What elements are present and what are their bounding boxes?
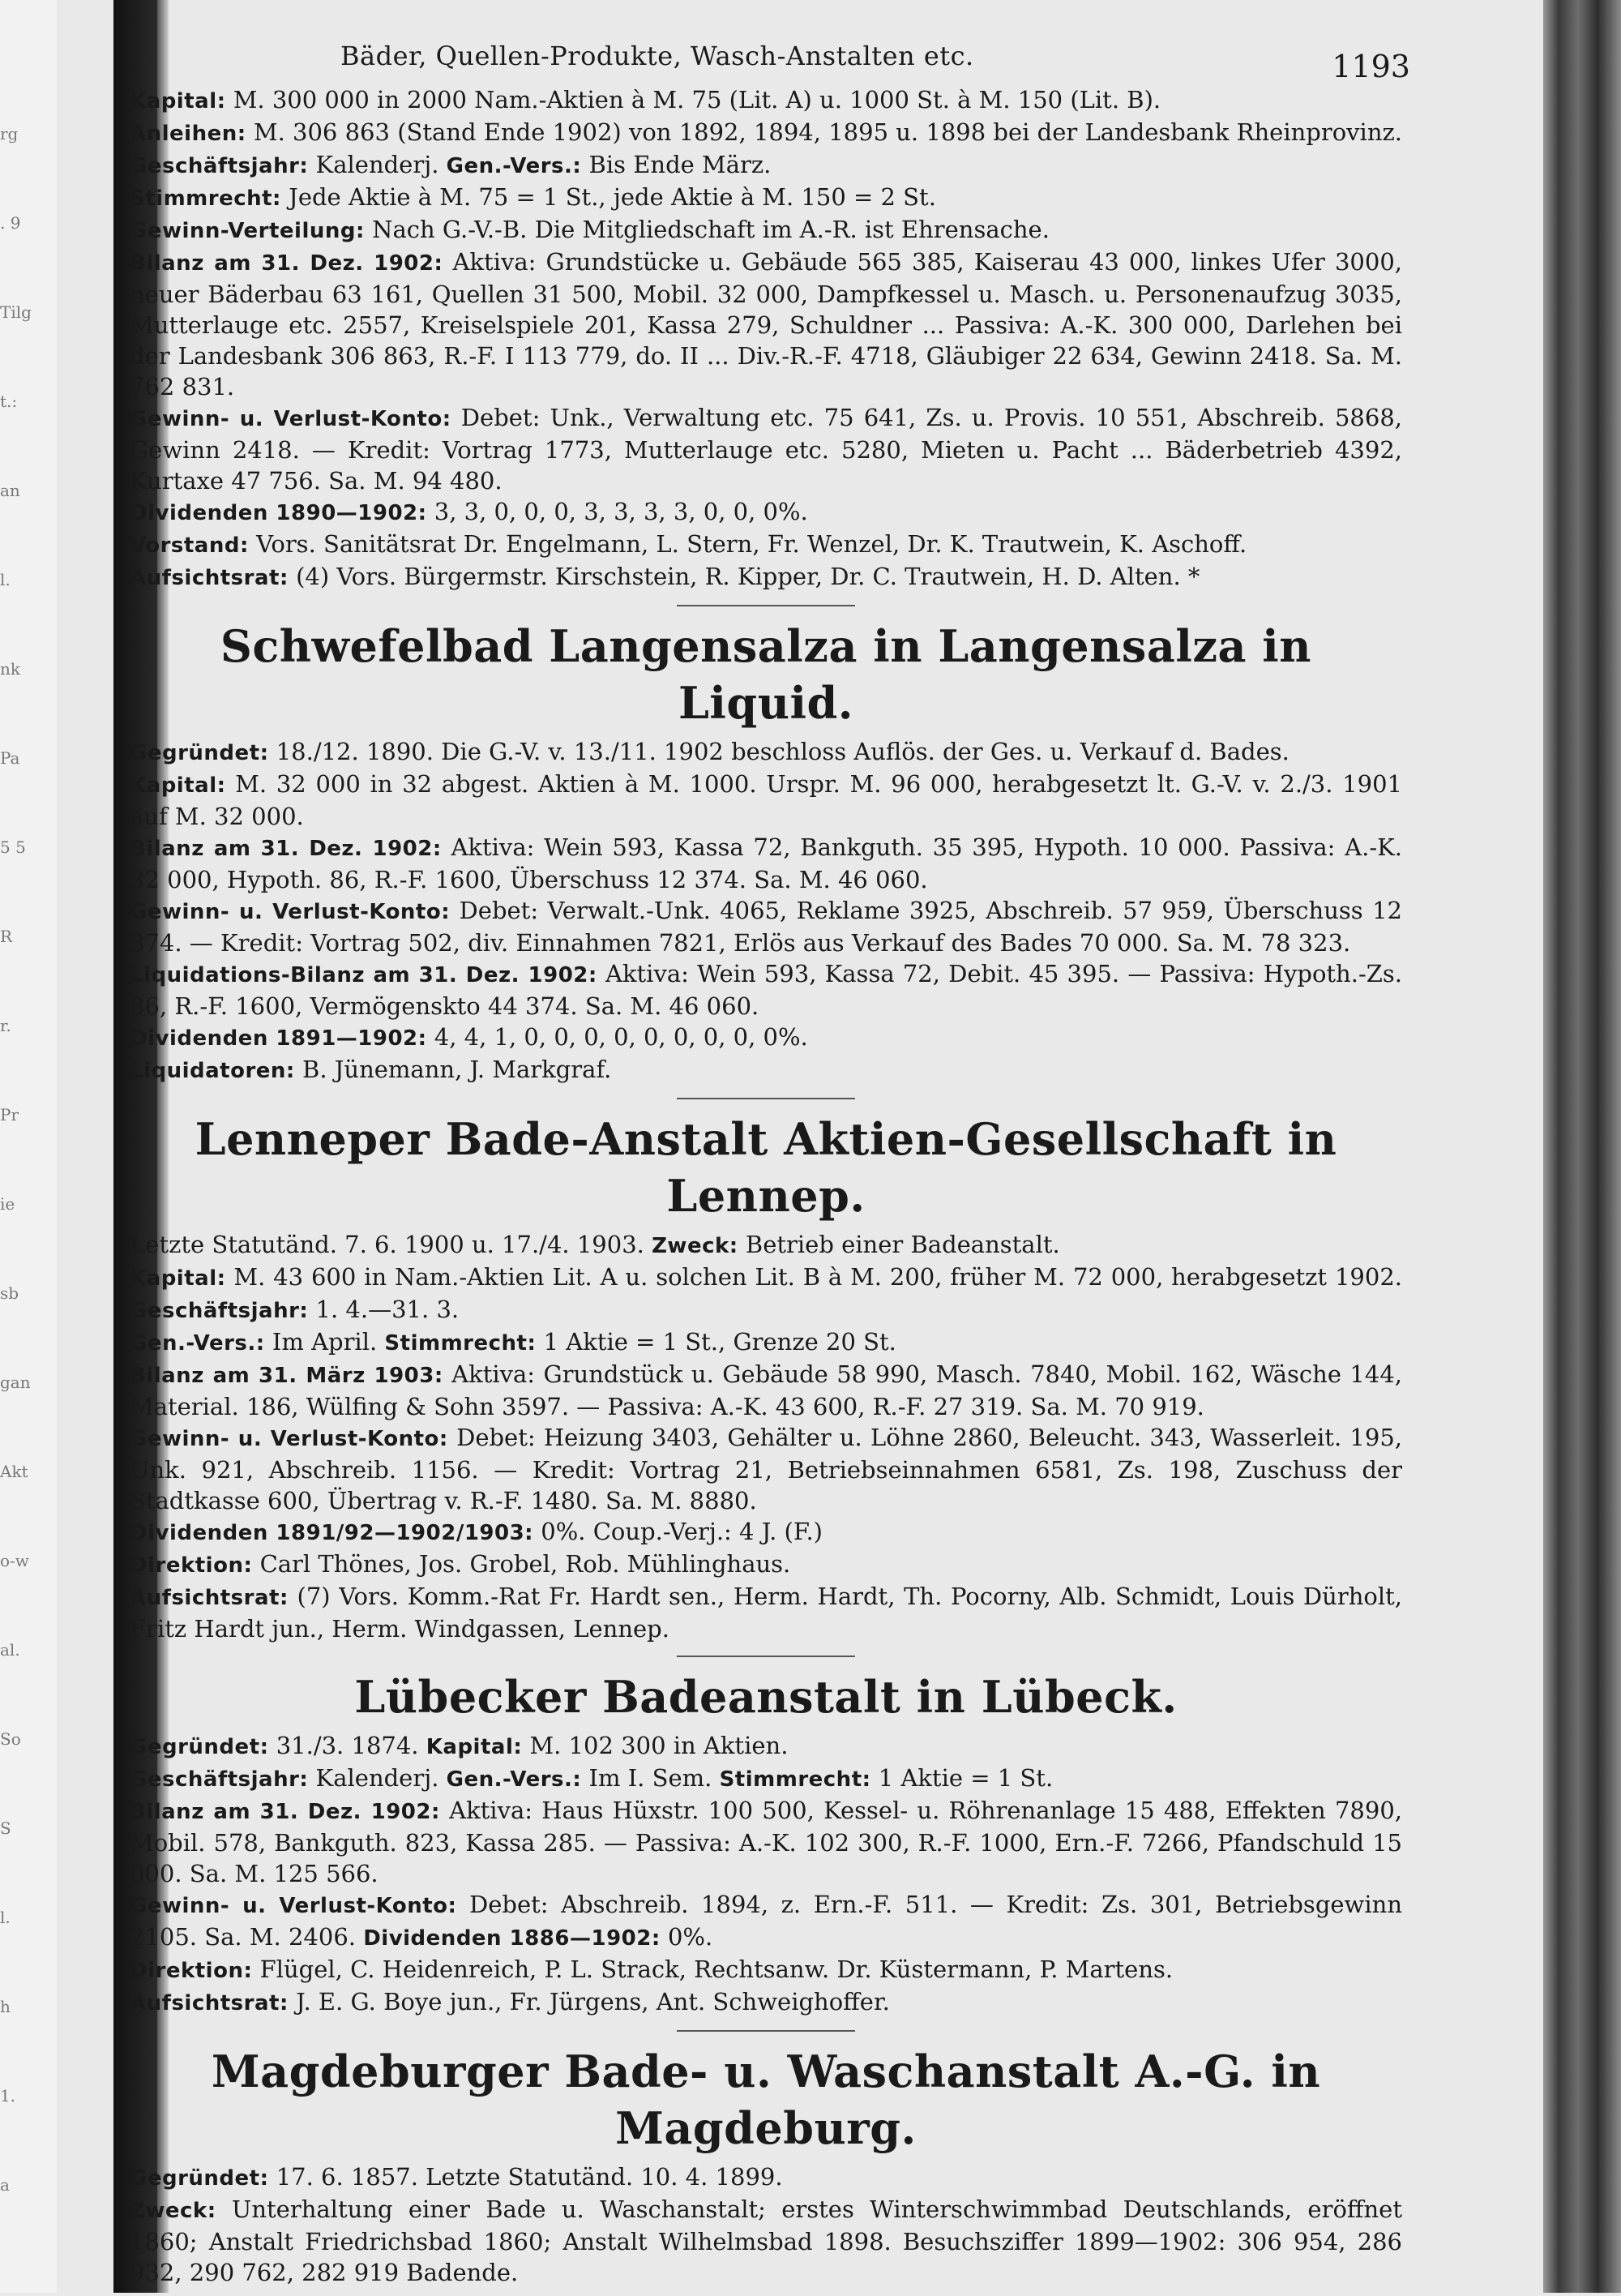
field-text: M. 43 600 in Nam.-Aktien Lit. A u. solchen Lit. B à M. 200, früher M. 72 000, herabgesetzt 1902.: [225, 1263, 1402, 1291]
left-margin-fragment: sb: [0, 1283, 19, 1303]
field-label: Kapital:: [426, 1735, 523, 1759]
left-margin-fragment: a: [0, 2175, 10, 2195]
entry-paragraph: [130, 1954, 1402, 1986]
page-edge-right: [1543, 0, 1621, 2293]
entry-paragraph: [130, 246, 1402, 402]
entry-paragraph: [130, 832, 1402, 895]
left-margin-fragment: 1.: [0, 2086, 16, 2105]
field-label: Dividenden 1886—1902:: [363, 1926, 661, 1951]
section-divider: [677, 1656, 855, 1657]
entry-paragraph: [130, 561, 1402, 593]
section-divider: [677, 2030, 855, 2032]
entry-luebeck: [130, 1668, 1402, 2019]
field-label: Aufsichtsrat:: [130, 1991, 289, 2015]
field-text: 3, 3, 0, 0, 0, 3, 3, 3, 3, 0, 0, 0%.: [426, 498, 808, 525]
field-label: Liquidatoren:: [130, 1059, 295, 1083]
entry-paragraph: [130, 1054, 1402, 1086]
field-label: Vorstand:: [130, 533, 249, 558]
entry-paragraph: [130, 529, 1402, 561]
field-label: Zweck:: [652, 1234, 738, 1258]
field-text: Debet: Verwalt.-Unk. 4065, Reklame 3925, Abschreib. 57 959, Überschuss 12 374. — Kredit: Vortrag 502, div. Einnahmen 7821, Erlös aus Verkauf des Bades 70 000. Sa. M. 78 323.: [130, 897, 1402, 957]
field-text: Nach G.-V.-B. Die Mitgliedschaft im A.-R. ist Ehrensache.: [364, 216, 1050, 243]
entry-paragraph: [130, 182, 1402, 214]
field-label: Gewinn- u. Verlust-Konto:: [130, 900, 451, 924]
field-text: Aktiva: Grundstücke u. Gebäude 565 385, Kaiserau 43 000, linkes Ufer 3000, neuer Bäderbau 63 161, Quellen 31 500, Mobil. 32 000, Dampfkessel u. Masch. u. Personenaufzug 3035, Mutterlauge etc. 2557, Kreiselspiele 201, Kassa 279, Schuldner ... Passiva: A.-K. 300 000, Darlehen bei der Landesbank 306 863, R.-F. I 113 779, do. II ... Div.-R.-F. 4718, Gläubiger 22 634, Gewinn 2418. Sa. M. 762 831.: [130, 248, 1403, 401]
field-text: Bis Ende März.: [581, 151, 772, 178]
field-label: Bilanz am 31. Dez. 1902:: [130, 251, 443, 276]
field-text: M. 300 000 in 2000 Nam.-Aktien à M. 75 (Lit. A) u. 1000 St. à M. 150 (Lit. B).: [225, 86, 1161, 114]
left-margin-fragment: nk: [0, 659, 20, 679]
field-text: B. Jünemann, J. Markgraf.: [294, 1056, 612, 1083]
left-margin-fragment: ie: [0, 1194, 15, 1214]
field-text: Carl Thönes, Jos. Grobel, Rob. Mühlinghaus.: [252, 1550, 791, 1578]
field-text: Aktiva: Wein 593, Kassa 72, Bankguth. 35 395, Hypoth. 10 000. Passiva: A.-K. 32 000, Hypoth. 86, R.-F. 1600, Überschuss 12 374. Sa. M. 46 060.: [130, 833, 1403, 893]
field-label: Stimmrecht:: [384, 1331, 537, 1356]
field-label: Kapital:: [130, 89, 226, 114]
field-text: Im April.: [264, 1328, 385, 1356]
field-text: M. 102 300 in Aktien.: [522, 1732, 789, 1759]
field-label: Gegründet:: [130, 2166, 269, 2191]
field-label: Gegründet:: [130, 1735, 269, 1759]
field-label: Gewinn- u. Verlust-Konto:: [130, 1894, 457, 1918]
field-label: Dividenden 1890—1902:: [130, 501, 427, 525]
entries-container: [130, 84, 1402, 2288]
entry-prev: [130, 84, 1402, 593]
entry-paragraph: [130, 214, 1402, 246]
section-divider: [677, 605, 855, 606]
field-label: Gewinn-Verteilung:: [130, 219, 365, 243]
left-margin-fragment: Pa: [0, 748, 20, 768]
field-label: Gen.-Vers.:: [446, 1767, 582, 1792]
left-margin-fragment: al.: [0, 1640, 20, 1660]
field-text: 31./3. 1874.: [268, 1732, 426, 1759]
entry-paragraph: [130, 1795, 1402, 1889]
field-label: Liquidations-Bilanz am 31. Dez. 1902:: [130, 963, 597, 987]
entry-paragraph: [130, 1229, 1402, 1262]
left-margin-fragment: Pr: [0, 1105, 19, 1124]
entry-paragraph: [130, 895, 1402, 958]
left-margin-fragment: l.: [0, 570, 11, 589]
left-margin-fragment: t.:: [0, 392, 18, 411]
left-margin-fragment: . 9: [0, 213, 21, 233]
entry-paragraph: [130, 2161, 1402, 2194]
field-text: Betrieb einer Badeanstalt.: [738, 1231, 1060, 1258]
field-text: (4) Vors. Bürgermstr. Kirschstein, R. Kipper, Dr. C. Trautwein, H. D. Alten. *: [288, 563, 1200, 590]
left-margin-fragment: R: [0, 927, 13, 946]
entry-paragraph: [130, 1581, 1402, 1644]
entry-paragraph: [130, 2194, 1402, 2288]
page-number: 1193: [1332, 49, 1410, 84]
field-label: Gewinn- u. Verlust-Konto:: [130, 407, 451, 431]
left-margin-fragment: an: [0, 481, 20, 500]
entry-paragraph: [130, 1022, 1402, 1054]
field-label: Bilanz am 31. März 1903:: [130, 1364, 443, 1388]
left-margin-fragment: S: [0, 1818, 11, 1838]
left-margin-fragment: Tilg: [0, 302, 32, 322]
field-text: 1. 4.—31. 3.: [308, 1296, 460, 1323]
field-text: 18./12. 1890. Die G.-V. v. 13./11. 1902 beschloss Auflös. der Ges. u. Verkauf d. Bades.: [268, 738, 1290, 765]
field-label: Gegründet:: [130, 741, 269, 765]
entry-magdeburg: [130, 2043, 1402, 2288]
document-page: [130, 32, 1410, 2296]
left-margin-fragment: 5 5: [0, 837, 26, 857]
field-text: Vors. Sanitätsrat Dr. Engelmann, L. Stern, Fr. Wenzel, Dr. K. Trautwein, K. Aschoff.: [248, 530, 1247, 558]
field-label: Anleihen:: [130, 122, 246, 146]
field-text: Aktiva: Haus Hüxstr. 100 500, Kessel- u. Röhrenanlage 15 488, Effekten 7890, Mobil. 578, Bankguth. 823, Kassa 285. — Passiva: A.-K. 102 300, R.-F. 1000, Ern.-F. 7266, Pfandschuld 15 000. Sa. M. 125 566.: [130, 1797, 1402, 1887]
field-label: Direktion:: [130, 1959, 253, 1983]
left-margin-fragment: r.: [0, 1016, 11, 1035]
field-label: Bilanz am 31. Dez. 1902:: [130, 837, 442, 861]
left-page-text-fragments: [0, 0, 113, 2293]
field-text: Debet: Unk., Verwaltung etc. 75 641, Zs. u. Provis. 10 551, Abschreib. 5868, Gewinn 2418. — Kredit: Vortrag 1773, Mutterlauge etc. 5280, Mieten u. Pacht ... Bäderbetrieb 4392, Kurtaxe 47 756. Sa. M. 94 480.: [130, 404, 1403, 495]
entry-paragraph: [130, 1763, 1402, 1795]
field-text: Flügel, C. Heidenreich, P. L. Strack, Rechtsanw. Dr. Küstermann, P. Martens.: [252, 1955, 1174, 1983]
running-head: [130, 32, 1410, 84]
entry-paragraph: [130, 1359, 1402, 1422]
entry-paragraph: [130, 1422, 1402, 1516]
entry-paragraph: [130, 1549, 1402, 1581]
field-text: Debet: Heizung 3403, Gehälter u. Löhne 2860, Beleucht. 343, Wasserleit. 195, Unk. 921, Abschreib. 1156. — Kredit: Vortrag 21, Betriebseinnahmen 6581, Zs. 198, Zuschuss der Stadtkasse 600, Übertrag v. R.-F. 1480. Sa. M. 8880.: [130, 1424, 1402, 1514]
field-label: Kapital:: [130, 1266, 226, 1291]
field-label: Gewinn- u. Verlust-Konto:: [130, 1427, 448, 1451]
field-label: Direktion:: [130, 1553, 253, 1578]
field-label: Geschäftsjahr:: [130, 154, 309, 178]
entry-paragraph: [130, 1986, 1402, 2019]
entry-lennep: [130, 1111, 1402, 1644]
section-divider: [677, 1098, 855, 1099]
field-text: 1 Aktie = 1 St., Grenze 20 St.: [536, 1328, 896, 1356]
running-head-title: Bäder, Quellen-Produkte, Wasch-Anstalten etc.: [340, 41, 974, 71]
field-text: 0%. Coup.-Verj.: 4 J. (F.): [533, 1518, 823, 1545]
field-text: M. 32 000 in 32 abgest. Aktien à M. 1000. Urspr. M. 96 000, herabgesetzt lt. G.-V. v. 2./3. 1901 auf M. 32 000.: [130, 770, 1402, 830]
field-text: Letzte Statutänd. 7. 6. 1900 u. 17./4. 1903.: [130, 1231, 652, 1258]
field-text: Aktiva: Grundstück u. Gebäude 58 990, Masch. 7840, Mobil. 162, Wäsche 144, Material. 186, Wülfing & Sohn 3597. — Passiva: A.-K. 43 600, R.-F. 27 319. Sa. M. 70 919.: [130, 1360, 1402, 1420]
field-text: Im I. Sem.: [581, 1764, 720, 1792]
entry-paragraph: [130, 1262, 1402, 1326]
field-label: Dividenden 1891—1902:: [130, 1026, 427, 1051]
left-margin-fragment: Akt: [0, 1462, 28, 1481]
entry-paragraph: [130, 1889, 1402, 1954]
entry-heading: Schwefelbad Langensalza in Langensalza in Liquid.: [220, 620, 1312, 729]
field-text: 1 Aktie = 1 St.: [870, 1764, 1054, 1792]
entry-heading: Lenneper Bade-Anstalt Aktien-Gesellschaft in Lennep.: [195, 1113, 1337, 1222]
field-label: Gen.-Vers.:: [446, 154, 582, 178]
field-label: Bilanz am 31. Dez. 1902:: [130, 1800, 440, 1824]
entry-paragraph: [130, 958, 1402, 1022]
field-label: Dividenden 1891/92—1902/1903:: [130, 1521, 534, 1545]
entry-paragraph: [130, 1730, 1402, 1763]
field-label: Aufsichtsrat:: [130, 1586, 289, 1610]
field-label: Geschäftsjahr:: [130, 1767, 309, 1792]
field-text: M. 306 863 (Stand Ende 1902) von 1892, 1894, 1895 u. 1898 bei der Landesbank Rheinprovinz.: [246, 118, 1402, 146]
entry-paragraph: [130, 84, 1402, 117]
field-text: Jede Aktie à M. 75 = 1 St., jede Aktie à M. 150 = 2 St.: [280, 183, 936, 211]
field-text: J. E. G. Boye jun., Fr. Jürgens, Ant. Schweighoffer.: [288, 1988, 890, 2015]
field-label: Kapital:: [130, 773, 226, 798]
entry-heading: Magdeburger Bade- u. Waschanstalt A.-G. in Magdeburg.: [211, 2045, 1321, 2154]
field-label: Geschäftsjahr:: [130, 1299, 309, 1323]
field-text: Aktiva: Wein 593, Kassa 72, Debit. 45 395. — Passiva: Hypoth.-Zs. 86, R.-F. 1600, Vermögenskto 44 374. Sa. M. 46 060.: [130, 960, 1402, 1020]
entry-paragraph: [130, 736, 1402, 769]
entry-paragraph: [130, 1516, 1402, 1549]
entry-paragraph: [130, 496, 1402, 529]
entry-paragraph: [130, 769, 1402, 832]
left-margin-fragment: So: [0, 1729, 21, 1749]
entry-paragraph: [130, 117, 1402, 182]
field-label: Zweck:: [130, 2199, 216, 2223]
field-text: Kalenderj.: [308, 151, 447, 178]
entry-paragraph: [130, 1326, 1402, 1359]
field-text: Kalenderj.: [308, 1764, 447, 1792]
field-label: Aufsichtsrat:: [130, 566, 289, 590]
field-label: Stimmrecht:: [130, 186, 281, 211]
entry-langensalza: [130, 618, 1402, 1086]
field-text: (7) Vors. Komm.-Rat Fr. Hardt sen., Herm. Hardt, Th. Pocorny, Alb. Schmidt, Louis Dürholt, Fritz Hardt jun., Herm. Windgassen, Lennep.: [130, 1583, 1402, 1643]
field-text: 0%.: [660, 1923, 713, 1951]
field-label: Stimmrecht:: [719, 1767, 871, 1792]
left-margin-fragment: h: [0, 1997, 11, 2016]
left-margin-fragment: l.: [0, 1908, 11, 1927]
field-label: Gen.-Vers.:: [130, 1331, 265, 1356]
field-text: 4, 4, 1, 0, 0, 0, 0, 0, 0, 0, 0, 0%.: [426, 1023, 808, 1051]
field-text: Debet: Abschreib. 1894, z. Ern.-F. 511. — Kredit: Zs. 301, Betriebsgewinn 2105. Sa. M. 2406.: [130, 1891, 1402, 1951]
left-margin-fragment: o-w: [0, 1551, 29, 1570]
entry-heading: Lübecker Badeanstalt in Lübeck.: [354, 1671, 1178, 1723]
left-margin-fragment: rg: [0, 124, 19, 144]
left-margin-fragment: gan: [0, 1373, 31, 1392]
field-text: 17. 6. 1857. Letzte Statutänd. 10. 4. 1899.: [268, 2163, 783, 2191]
field-text: Unterhaltung einer Bade u. Waschanstalt; erstes Winterschwimmbad Deutschlands, eröffnet 1860; Anstalt Friedrichsbad 1860; Anstalt Wilhelmsbad 1898. Besuchsziffer 1899—1902: 306 954, 286 932, 290 762, 282 919 Badende.: [130, 2195, 1402, 2286]
entry-paragraph: [130, 402, 1402, 496]
